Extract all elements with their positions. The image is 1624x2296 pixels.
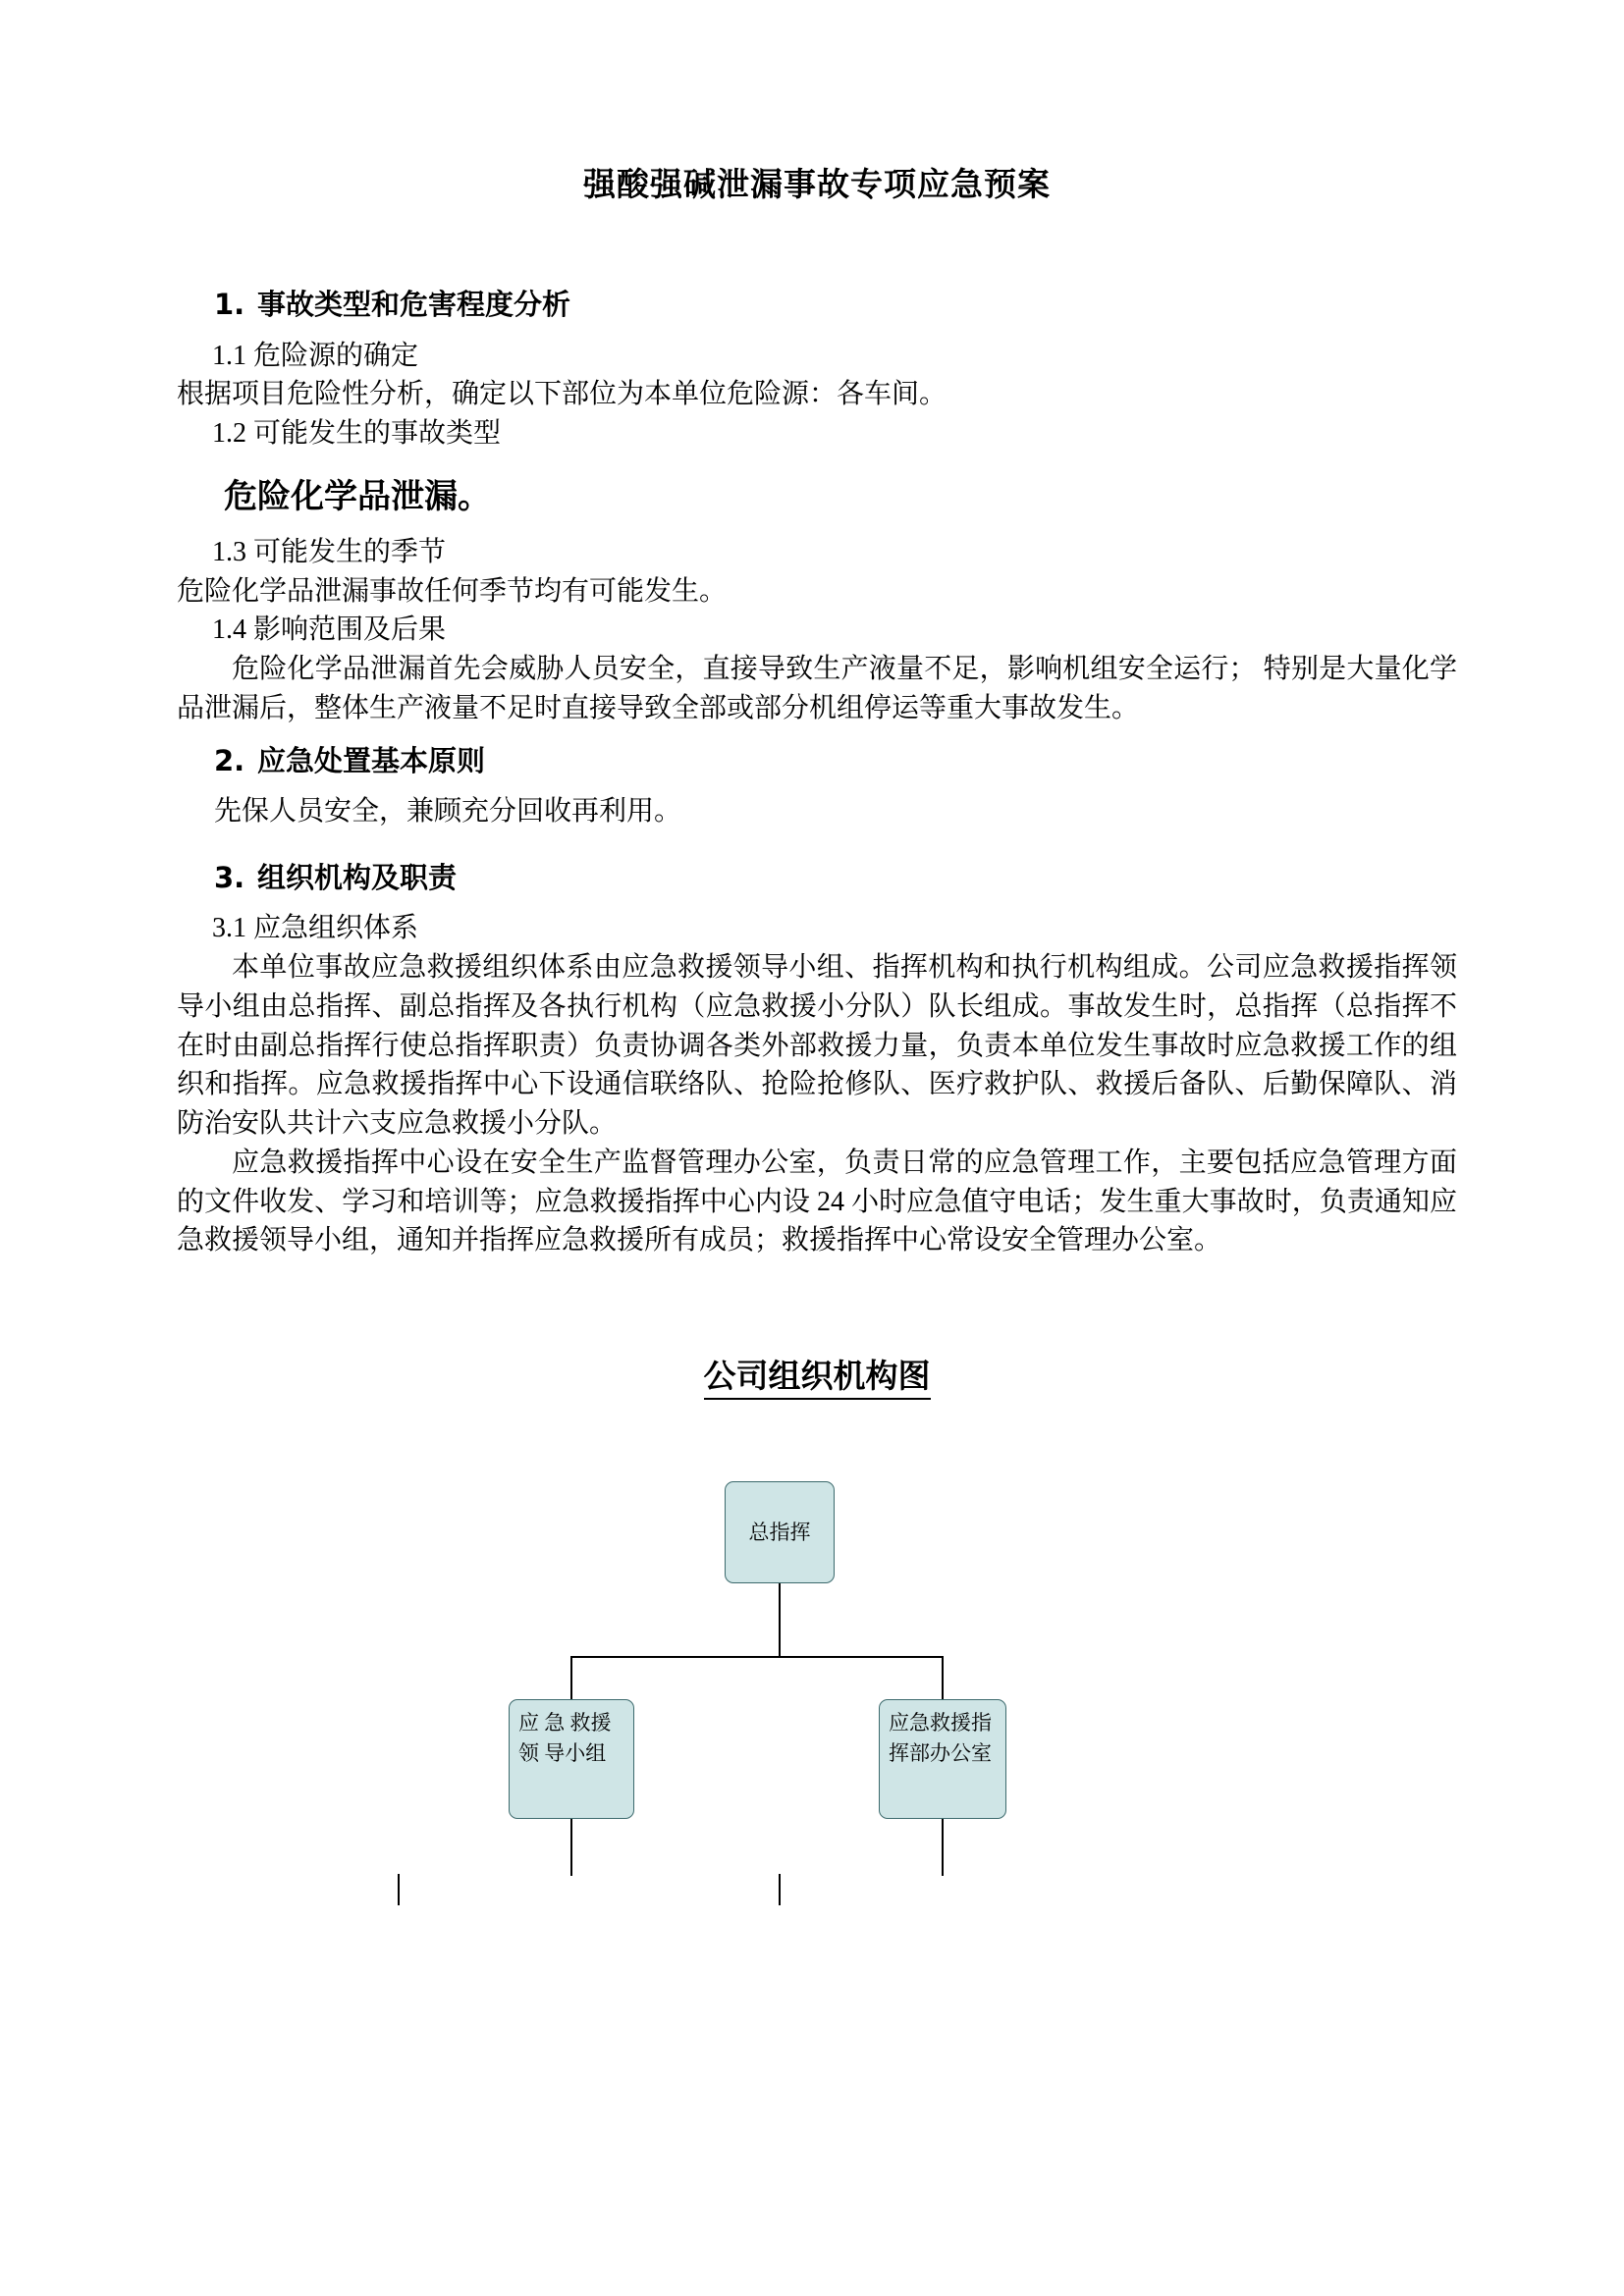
clause-3-1 <box>177 909 1457 948</box>
connector-stub-left <box>398 1874 400 1905</box>
org-node-rescue-leadership-group-label: 应 急 救援 领 导小组 <box>518 1711 612 1765</box>
clause-1-4 <box>177 611 1457 650</box>
clause-1-3-text: 可能发生的季节 <box>253 536 447 567</box>
clause-1-3-label: 1.3 <box>212 536 246 567</box>
connector-line-vertical-top <box>779 1583 781 1658</box>
section-title-2: 应急处置基本原则 <box>257 743 486 777</box>
connector-line-to-right-node <box>942 1656 944 1699</box>
paragraph-1-3: 危险化学品泄漏事故任何季节均有可能发生。 <box>177 575 728 607</box>
org-node-commander-label: 总指挥 <box>748 1520 811 1544</box>
clause-1-2 <box>177 414 1457 454</box>
org-chart-title <box>177 1351 1457 1397</box>
clause-1-1-label: 1.1 <box>212 340 246 371</box>
clause-1-4-text: 影响范围及后果 <box>253 614 447 646</box>
page-title: 强酸强碱泄漏事故专项应急预案 <box>583 165 1051 203</box>
paragraph-1-4: 危险化学品泄漏首先会威胁人员安全，直接导致生产液量不足，影响机组安全运行； 特别是大量化学品泄漏后，整体生产液量不足时直接导致全部或部分机组停运等重大事故发生。 <box>177 654 1457 723</box>
section-heading-1 <box>177 284 1457 327</box>
connector-line-horizontal <box>570 1656 943 1658</box>
section-number-1: 1. <box>214 288 245 322</box>
clause-1-1 <box>177 337 1457 376</box>
paragraph-1-1: 根据项目危险性分析，确定以下部位为本单位危险源：各车间。 <box>177 379 947 410</box>
clause-1-2-label: 1.2 <box>212 418 246 450</box>
section-number-2: 2. <box>214 743 245 777</box>
highlight-hazard-leak: 危险化学品泄漏。 <box>224 476 491 516</box>
connector-line-below-left-node <box>570 1819 572 1876</box>
clause-1-2-text: 可能发生的事故类型 <box>253 418 502 450</box>
section-title-3: 组织机构及职责 <box>257 860 458 894</box>
clause-1-1-text: 危险源的确定 <box>253 340 419 371</box>
paragraph-3-1: 本单位事故应急救援组织体系由应急救援领导小组、指挥机构和执行机构组成。公司应急救援指挥领导小组由总指挥、副总指挥及各执行机构（应急救援小分队）队长组成。事故发生时，总指挥（总指挥不在时由副总指挥行使总指挥职责）负责协调各类外部救援力量，负责本单位发生事故时应急救援工作的组织和指挥。应急救援指挥中心下设通信联络队、抢险抢修队、医疗救护队、救援后备队、后勤保障队、消防治安队共计六支应急救援小分队。 <box>177 952 1457 1140</box>
org-node-rescue-command-office-label: 应急救援指挥部办公室 <box>889 1711 992 1765</box>
clause-3-1-label: 3.1 <box>212 913 246 944</box>
paragraph-2-1: 先保人员安全，兼顾充分回收再利用。 <box>214 796 682 828</box>
clause-1-4-label: 1.4 <box>212 614 246 646</box>
connector-line-below-right-node <box>942 1819 944 1876</box>
org-node-commander <box>725 1481 835 1583</box>
connector-line-to-left-node <box>570 1656 572 1699</box>
clause-1-3 <box>177 533 1457 572</box>
section-number-3: 3. <box>214 860 245 894</box>
clause-3-1-text: 应急组织体系 <box>253 913 419 944</box>
paragraph-3-2: 应急救援指挥中心设在安全生产监督管理办公室，负责日常的应急管理工作，主要包括应急管理方面的文件收发、学习和培训等；应急救援指挥中心内设 24 小时应急值守电话；发生重大事故时，负责通知应急救援领导小组，通知并指挥应急救援所有成员；救援指挥中心常设安全管理办公室。 <box>177 1147 1457 1256</box>
org-chart-title-text: 公司组织机构图 <box>704 1357 931 1400</box>
org-node-rescue-command-office <box>879 1699 1006 1819</box>
org-chart <box>177 1481 1457 1903</box>
section-title-1: 事故类型和危害程度分析 <box>257 288 571 322</box>
section-heading-2 <box>177 740 1457 783</box>
section-heading-3 <box>177 857 1457 900</box>
org-node-rescue-leadership-group <box>509 1699 634 1819</box>
connector-stub-right <box>779 1874 781 1905</box>
